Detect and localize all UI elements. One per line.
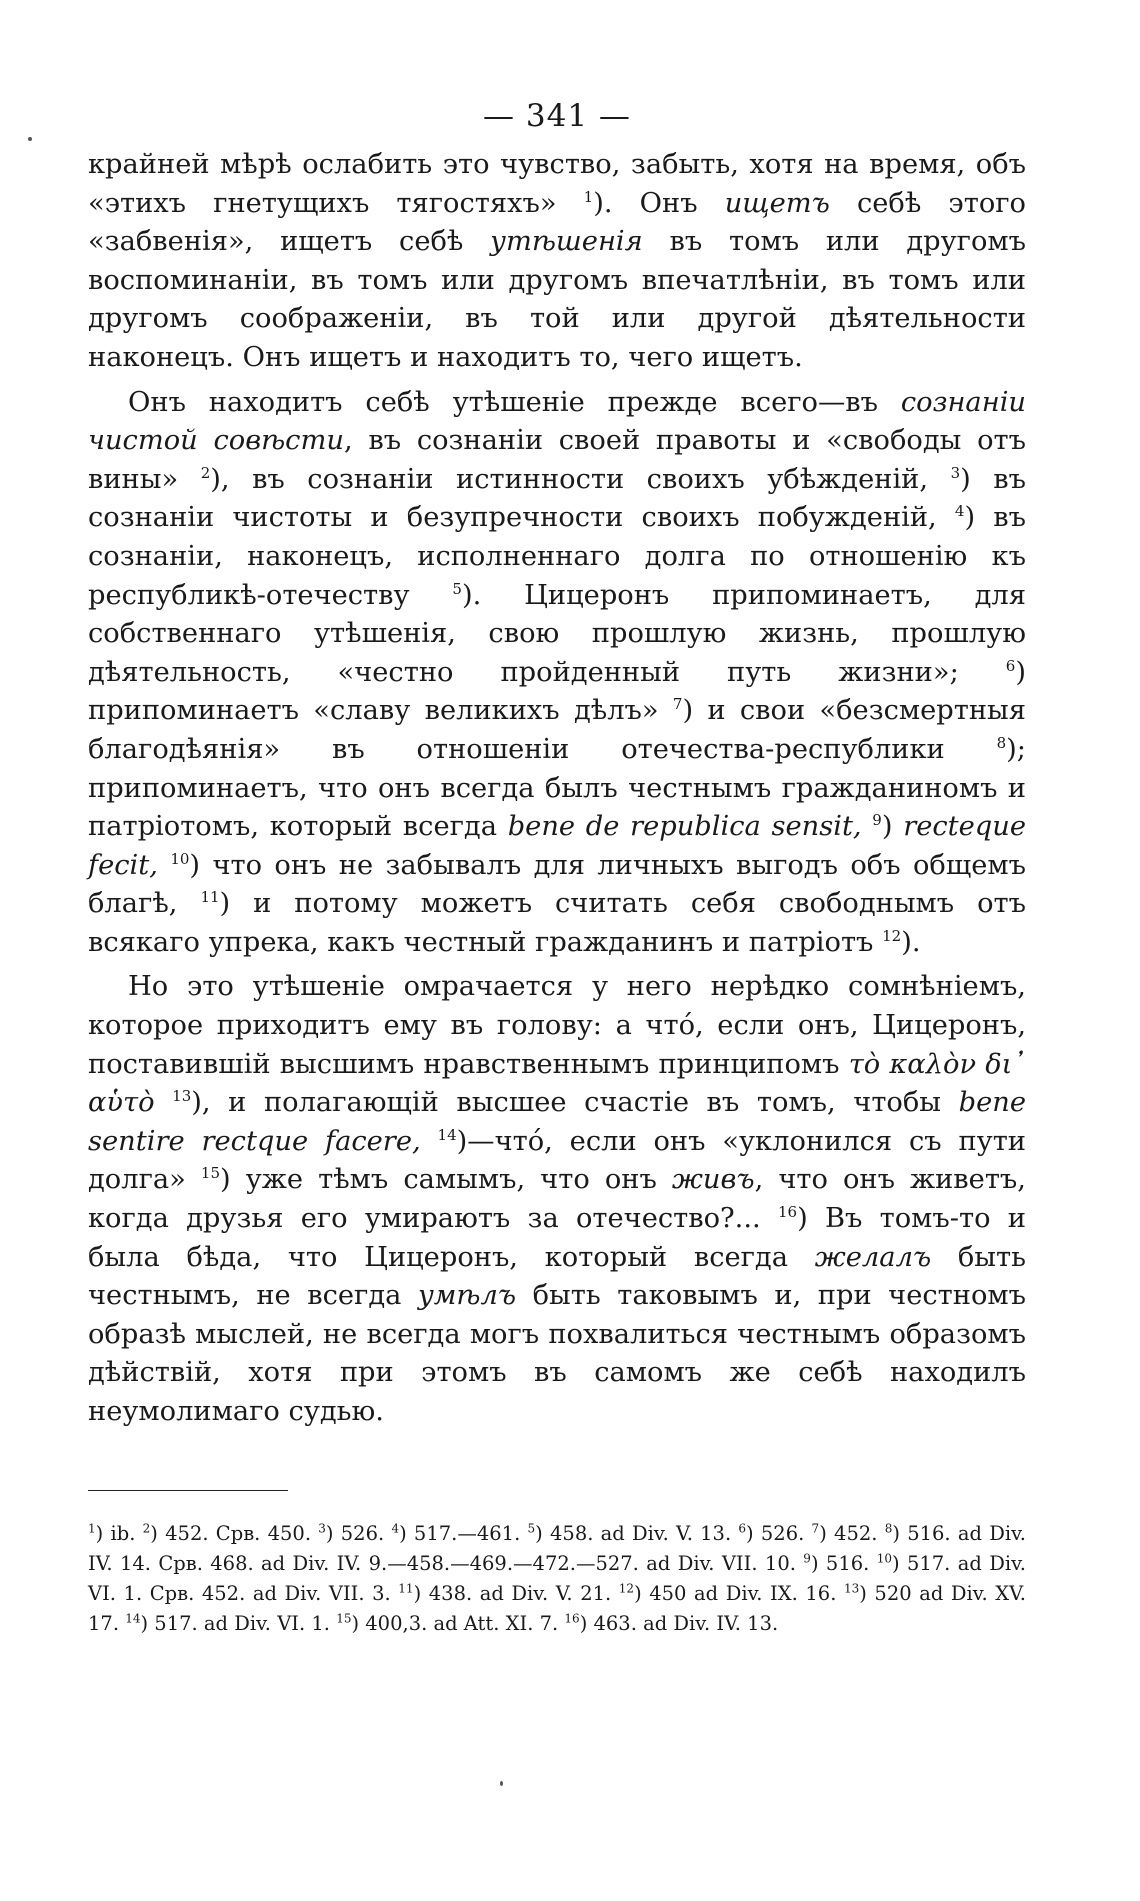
- footnote-marker: 15: [200, 1164, 221, 1183]
- bottom-speck: [500, 1781, 503, 1786]
- paragraph-1: крайней мѣрѣ ослабить это чувство, забыть, хотя на время, объ «этихъ гнетущихъ тягостяхъ» $^1$). Онъ ищетъ себѣ этого «забвенія», ищетъ себѣ утѣшенія въ томъ или другомъ воспоминаніи, въ томъ или другомъ впечатлѣніи, въ томъ или другомъ соображеніи, въ той или другой дѣятельности наконецъ. Онъ ищетъ и находитъ то, чего ищетъ.: [88, 149, 1027, 373]
- footnotes: $^1$) ib. $^2$) 452. Срв. 450. $^3$) 526. $^4$) 517.—461. $^5$) 458. ad Div. V. 13. $^6$) 526. $^7$) 452. $^8$) 516. ad Div. IV. 14. Срв. 468. ad Div. IV. 9.—458.—469.—472.—527. ad Div. VII. 10. $^9$) 516. $^{10}$) 517. ad Div. VI. 1. Срв. 452. ad Div. VII. 3. $^{11}$) 438. ad Div. V. 21. $^{12}$) 450 ad Div. IX. 16. $^{13}$) 520 ad Div. XV. 17. $^{14}$) 517. ad Div. VI. 1. $^{15}$) 400,3. ad Att. XI. 7. $^{16}$) 463. ad Div. IV. 13.: [88, 1521, 1026, 1635]
- footnote-marker: 13: [843, 1581, 860, 1596]
- footnote-marker: 3: [318, 1521, 326, 1536]
- emphasis-text: bene sentire rectque facere,: [88, 1087, 1026, 1157]
- footnote-marker: 13: [172, 1087, 192, 1106]
- page-number: — 341 —: [483, 98, 631, 134]
- footnote-marker: 11: [200, 888, 220, 907]
- footnote-marker: 7: [672, 695, 683, 714]
- footnote-marker: 4: [391, 1521, 400, 1536]
- footnote-marker: 10: [876, 1551, 892, 1566]
- footnote-marker: 7: [811, 1521, 820, 1536]
- emphasis-text: живъ: [671, 1164, 755, 1196]
- footnote-marker: 2: [200, 463, 211, 482]
- footnote-marker: 11: [398, 1581, 414, 1596]
- footnote-marker: 1: [583, 187, 594, 206]
- footnote-marker: 5: [452, 579, 462, 598]
- footnote-marker: 9: [872, 811, 882, 829]
- footnote-marker: 15: [336, 1611, 352, 1626]
- footnote-marker: 14: [437, 1125, 457, 1144]
- footnote-marker: 16: [777, 1202, 798, 1221]
- footnote-marker: 2: [142, 1521, 151, 1536]
- footnote-marker: 6: [738, 1521, 747, 1536]
- emphasis-text: ищетъ: [724, 187, 830, 219]
- body-text: [88, 146, 1026, 1432]
- emphasis-text: recteque fecit,: [88, 811, 1027, 881]
- footnote-marker: 3: [950, 463, 961, 482]
- emphasis-text: τὸ καλὸν δι᾽ αὑτὸ: [88, 1048, 1026, 1119]
- paragraph-3: Но это утѣшеніе омрачается у него нерѣдко сомнѣніемъ, которое приходитъ ему въ голову: а что́, если онъ, Цицеронъ, поставившій высшимъ нравственнымъ принципомъ τὸ καλὸν δι᾽ αὑτὸ $^{13}$), и полагающій высшее счастіе въ томъ, чтобы bene sentire rectque facere, $^{14}$)—что́, если онъ «уклонился съ пути долга» $^{15}$) уже тѣмъ самымъ, что онъ живъ, что онъ живетъ, когда друзья его умираютъ за отечество?... $^{16}$) Въ томъ-то и была бѣда, что Цицеронъ, который всегда желалъ быть честнымъ, не всегда умѣлъ быть таковымъ и, при честномъ образѣ мыслей, не всегда могъ похвалиться честнымъ образомъ дѣйствій, хотя при этомъ въ самомъ же себѣ находилъ неумолимаго судью.: [88, 971, 1027, 1427]
- footnote-marker: 8: [996, 733, 1007, 752]
- emphasis-text: bene de republica sensit,: [507, 811, 862, 843]
- footnote-marker: 12: [882, 926, 902, 945]
- footnote-marker: 8: [884, 1521, 893, 1536]
- footnote-marker: 1: [88, 1521, 96, 1536]
- footnote-marker: 5: [527, 1521, 536, 1536]
- emphasis-text: утѣшенія: [490, 226, 643, 258]
- footnote-marker: 10: [170, 849, 190, 868]
- emphasis-text: сознаніи чистой совѣсти: [88, 386, 1026, 457]
- footnote-marker: 6: [1005, 656, 1016, 675]
- emphasis-text: желалъ: [814, 1241, 932, 1273]
- paragraph-2: Онъ находитъ себѣ утѣшеніе прежде всего—въ сознаніи чистой совѣсти, въ сознаніи своей правоты и «свободы отъ вины» $^2$), въ сознаніи истинности своихъ убѣжденій, $^3$) въ сознаніи чистоты и безупречности своихъ побужденій, $^4$) въ сознаніи, наконецъ, исполненнаго долга по отношенію къ республикѣ-отечеству $^5$). Цицеронъ припоминаетъ, для собственнаго утѣшенія, свою прошлую жизнь, прошлую дѣятельность, «честно пройденный путь жизни»; $^6$) припоминаетъ «славу великихъ дѣлъ» $^7$) и свои «безсмертныя благодѣянія» въ отношеніи отечества-республики $^8$); припоминаетъ, что онъ всегда былъ честнымъ гражданиномъ и патріотомъ, который всегда bene de republica sensit, $^9$) recteque fecit, $^{10}$) что онъ не забывалъ для личныхъ выгодъ объ общемъ благѣ, $^{11}$) и потому можетъ считать себя свободнымъ отъ всякаго упрека, какъ честный гражданинъ и патріотъ $^{12}$).: [88, 386, 1027, 958]
- emphasis-text: умѣлъ: [417, 1280, 517, 1312]
- footnote-marker: 12: [618, 1581, 635, 1596]
- margin-speck: [28, 137, 32, 141]
- footnote-marker: 9: [803, 1551, 811, 1566]
- footnote-marker: 4: [954, 502, 965, 521]
- footnote-marker: 14: [125, 1611, 141, 1626]
- footnote-marker: 16: [564, 1611, 580, 1626]
- page: [88, 0, 1026, 1639]
- footnote-separator: [88, 1490, 288, 1491]
